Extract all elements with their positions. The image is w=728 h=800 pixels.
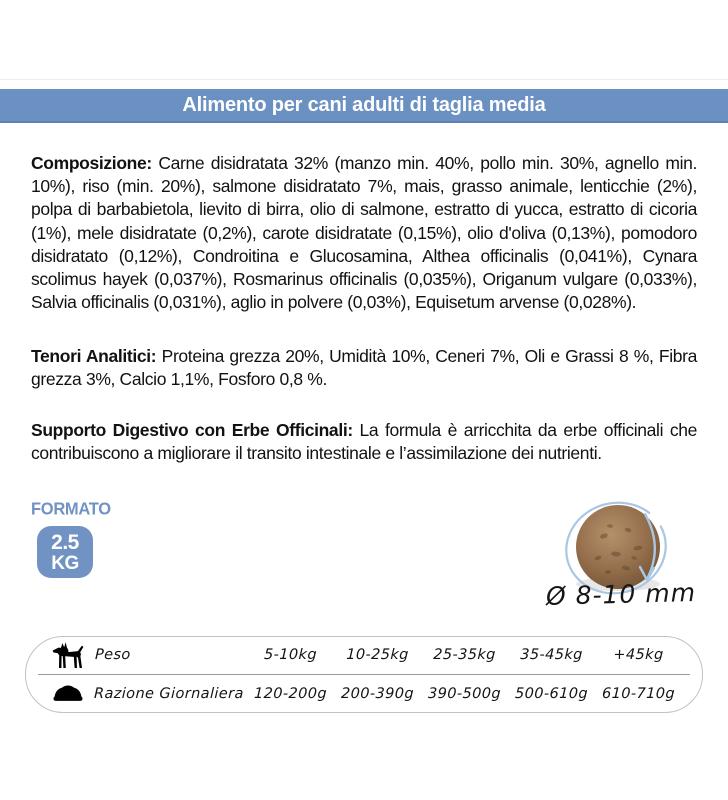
ration-row-label: Razione Giornaliera xyxy=(93,685,245,702)
feeding-table xyxy=(25,636,703,713)
page-title: Alimento per cani adulti di taglia media xyxy=(182,93,546,116)
header-bar xyxy=(0,89,728,123)
daily-ration-cell: 500-610g xyxy=(514,685,589,702)
bowl-icon xyxy=(52,685,84,702)
weight-badge xyxy=(37,526,93,578)
analytical-constituents-label: Tenori Analitici: xyxy=(31,346,157,366)
weight-range-cell: +45kg xyxy=(613,647,664,664)
composition-text: Carne disidratata 32% (manzo min. 40%, pollo min. 30%, agnello min. 10%), riso (min. 20%), salmone disidratato 7%, mais, grasso animale, lenticchie (2%), polpa di barbabietola, lievito di birra, olio di salmone, estratto di yucca, estratto di cicoria (1%), mele disidratate (0,2%), carote disidratate (0,15%), olio d'oliva (0,13%), pomodoro disidratato (0,12%), Condroitina e Glucosamina, Althea officinalis (0,041%), Cynara scolimus hayek (0,037%), Rosmarinus officinalis (0,035%), Origanum vulgare (0,033%), Salvia officinalis (0,031%), aglio in polvere (0,03%), Equisetum arvense (0,028%). xyxy=(31,153,697,313)
weight-value: 2.5 xyxy=(51,530,79,554)
weight-range-cell: 25-35kg xyxy=(432,647,497,664)
kibble-diameter-label: Ø 8-10 mm xyxy=(545,577,697,611)
top-divider xyxy=(0,79,728,80)
table-row-weight xyxy=(26,637,702,674)
daily-ration-cell: 610-710g xyxy=(601,685,676,702)
daily-ration-cell: 200-390g xyxy=(340,685,415,702)
digestive-support-paragraph xyxy=(31,419,697,465)
daily-ration-cell: 120-200g xyxy=(253,685,328,702)
daily-ration-cell: 390-500g xyxy=(427,685,502,702)
table-row-ration xyxy=(26,675,702,712)
weight-row-label: Peso xyxy=(94,647,131,664)
digestive-support-label: Supporto Digestivo con Erbe Officinali: xyxy=(31,420,353,440)
composition-label: Composizione: xyxy=(31,153,152,173)
analytical-constituents-paragraph xyxy=(31,345,697,391)
format-label: FORMATO xyxy=(31,499,111,519)
weight-range-cell: 35-45kg xyxy=(519,647,584,664)
dog-icon xyxy=(52,642,85,669)
weight-range-cell: 10-25kg xyxy=(345,647,410,664)
weight-unit: KG xyxy=(51,552,79,574)
analytical-constituents-text: Proteina grezza 20%, Umidità 10%, Ceneri 7%, Oli e Grassi 8 %, Fibra grezza 3%, Calcio 1,1%, Fosforo 0,8 %. xyxy=(31,346,697,390)
composition-paragraph xyxy=(31,152,697,314)
weight-range-cell: 5-10kg xyxy=(263,647,318,664)
digestive-support-text: La formula è arricchita da erbe officinali che contribuiscono a migliorare il transito intestinale e l’assimilazione dei nutrienti. xyxy=(31,420,698,464)
